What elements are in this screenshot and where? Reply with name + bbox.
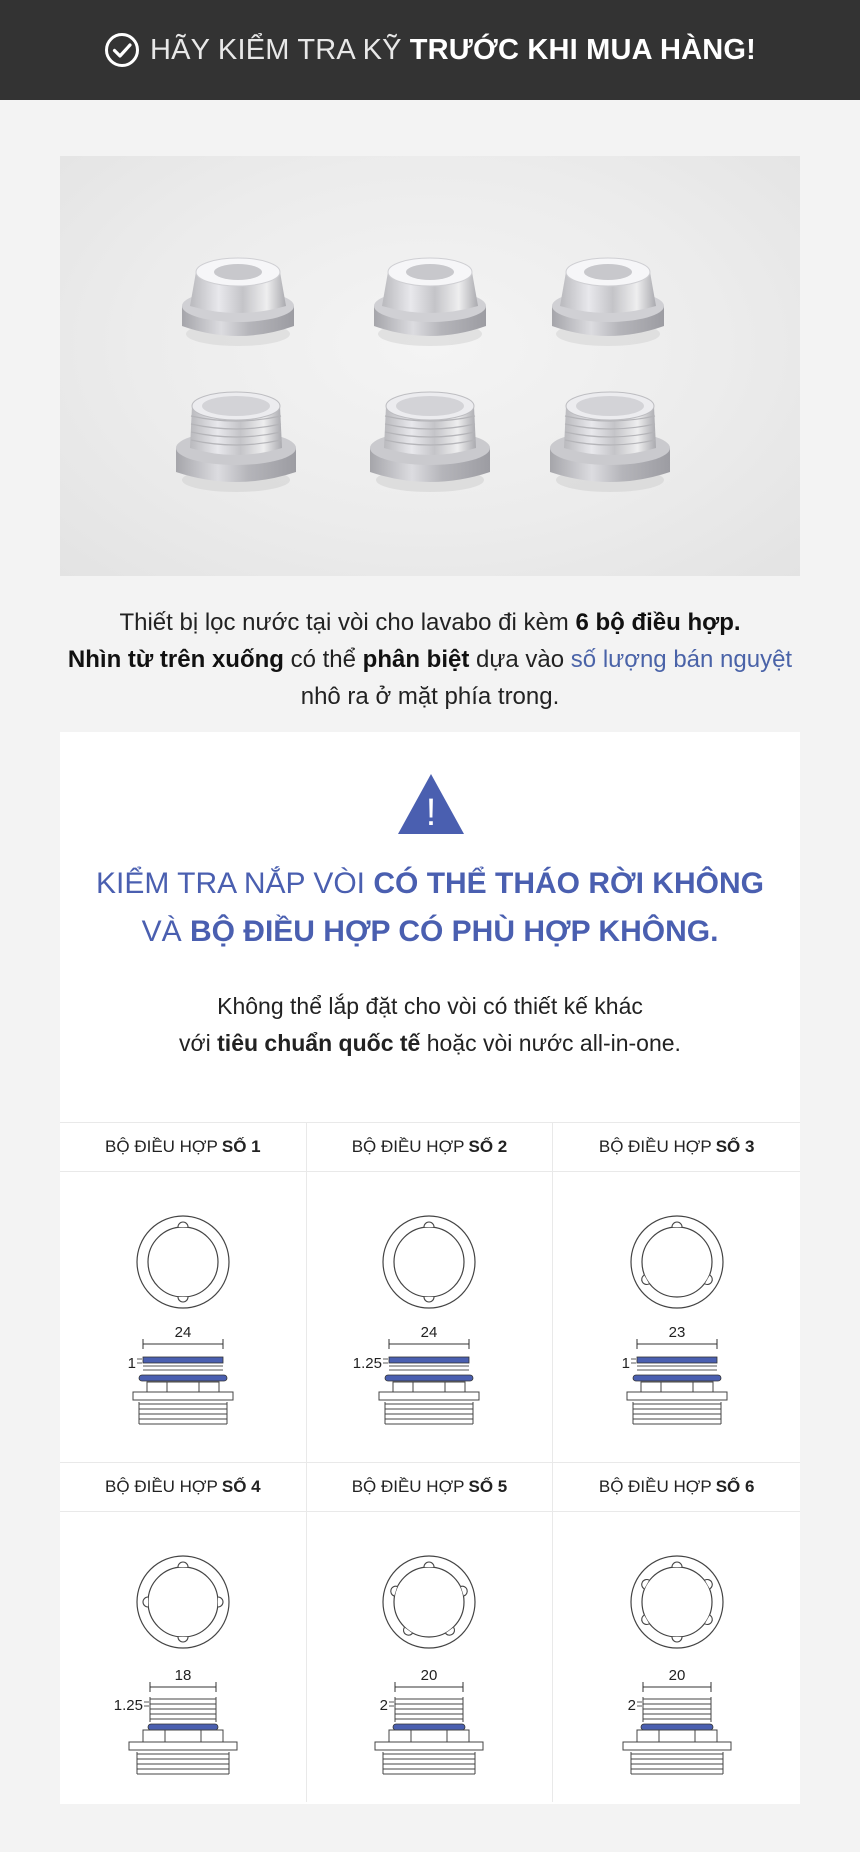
banner-bold-text: TRƯỚC KHI MUA HÀNG! [409,33,757,66]
check-circle-icon [104,32,140,68]
intro-line-2-text-b: có thể [283,646,363,673]
card-subtitle-line-1: Không thể lắp đặt cho vòi có thiết kế khác [217,993,643,1019]
card-title-2a: VÀ [141,915,190,948]
card-title [60,860,800,956]
intro-line-1 [0,604,860,641]
adapter-pitch-value: 1 [621,1355,630,1372]
adapter-label-number: SỐ 3 [715,1137,755,1156]
inner-bump [178,1222,188,1227]
adapter-label-number: SỐ 4 [221,1477,261,1496]
inner-bump [178,1297,188,1302]
card-sub-2c: hoặc vòi nước all-in-one. [420,1030,681,1056]
adapter-photo-piece [374,258,486,346]
adapter-label [307,1122,553,1172]
inner-bump [404,1627,413,1635]
adapter-top-view [383,1216,475,1308]
adapter-label [307,1462,553,1512]
adapter-diagram [319,1182,539,1462]
card-title-2b: BỘ ĐIỀU HỢP CÓ PHÙ HỢP KHÔNG. [189,915,719,948]
adapter-diagram [73,1182,293,1462]
adapter-pitch-value: 1 [127,1355,136,1372]
card-sub-2b: tiêu chuẩn quốc tế [217,1030,421,1056]
adapter-photo-piece [550,392,670,492]
card-title-1b: CÓ THỂ THÁO RỜI KHÔNG [373,867,764,900]
intro-line-2 [0,641,860,678]
adapter-cell-4 [60,1462,307,1802]
warning-triangle-icon [396,772,466,836]
inner-bump [178,1562,188,1567]
svg-text:!: ! [425,792,437,834]
adapter-photo-piece [552,258,664,346]
intro-line-2-text-d: dựa vào [469,646,571,673]
adapter-width-value: 20 [421,1667,438,1684]
adapter-photo-piece [370,392,490,492]
adapter-label [553,1462,800,1512]
adapter-side-view [114,1667,237,1774]
adapter-pitch-value: 2 [380,1697,389,1714]
adapter-label [60,1122,306,1172]
adapter-pitch-value: 2 [627,1697,636,1714]
inner-bump [672,1562,682,1567]
adapter-cell-1 [60,1122,307,1462]
adapter-width-value: 24 [421,1324,438,1341]
adapter-cell-6 [553,1462,800,1802]
adapter-pitch-value: 1.25 [113,1697,143,1714]
adapter-label [60,1462,306,1512]
inner-bump [672,1637,682,1642]
adapter-cell-5 [307,1462,554,1802]
compatibility-card [60,732,800,1804]
intro-line-1-bold: 6 bộ điều hợp. [575,609,741,636]
adapter-photo-piece [176,392,296,492]
adapter-side-view [621,1324,726,1424]
intro-line-3: nhô ra ở mặt phía trong. [300,683,560,710]
adapter-cell-2 [307,1122,554,1462]
intro-line-1-text: Thiết bị lọc nước tại vòi cho lavabo đi kèm [119,609,576,636]
adapter-label-number: SỐ 5 [468,1477,508,1496]
card-subtitle-line-2 [60,1025,800,1062]
adapter-cell-3 [553,1122,800,1462]
adapter-top-view [631,1556,723,1648]
adapter-diagram [319,1522,539,1802]
inner-bump [424,1562,434,1567]
inner-bump [672,1222,682,1227]
adapter-photo-piece [182,258,294,346]
adapter-label-text: BỘ ĐIỀU HỢP [351,1137,465,1156]
adapter-pitch-value: 1.25 [353,1355,383,1372]
adapter-top-view [137,1556,229,1648]
adapter-top-view [137,1216,229,1308]
adapter-diagram [567,1522,787,1802]
inner-bump [218,1597,223,1607]
adapter-width-value: 23 [668,1324,685,1341]
top-banner [0,0,860,100]
adapter-label-text: BỘ ĐIỀU HỢP [598,1137,712,1156]
inner-bump [424,1297,434,1302]
card-sub-2a: với [179,1030,218,1056]
adapter-diagram [73,1522,293,1802]
adapter-top-view [631,1216,723,1308]
adapter-label-text: BỘ ĐIỀU HỢP [105,1137,218,1156]
adapter-label [553,1122,800,1172]
intro-line-2-bold-a: Nhìn từ trên xuống [67,646,284,673]
inner-bump [178,1637,188,1642]
card-subtitle [60,988,800,1062]
adapter-label-number: SỐ 1 [221,1137,261,1156]
intro-text [0,604,860,715]
inner-bump [424,1222,434,1227]
adapter-side-view [127,1324,232,1424]
adapter-width-value: 24 [174,1324,192,1341]
adapter-width-value: 20 [668,1667,685,1684]
adapter-label-number: SỐ 2 [468,1137,508,1156]
intro-line-2-bold-c: phân biệt [362,646,470,673]
adapter-label-number: SỐ 6 [715,1477,755,1496]
adapter-side-view [353,1324,479,1424]
intro-line-2-highlight: số lượng bán nguyệt [570,646,793,673]
adapter-side-view [623,1667,731,1774]
card-title-1a: KIỂM TRA NẮP VÒI [96,867,374,900]
adapter-width-value: 18 [174,1667,192,1684]
inner-bump [446,1627,455,1635]
inner-bump [143,1597,148,1607]
adapter-top-view [383,1556,475,1648]
banner-light-text: HÃY KIỂM TRA KỸ [149,33,402,66]
card-title-line-1 [60,860,800,908]
adapter-side-view [375,1667,483,1774]
adapter-label-text: BỘ ĐIỀU HỢP [105,1477,218,1496]
card-title-line-2 [60,908,800,956]
product-photo [60,156,800,576]
adapter-diagram [567,1182,787,1462]
adapter-label-text: BỘ ĐIỀU HỢP [351,1477,465,1496]
adapter-label-text: BỘ ĐIỀU HỢP [598,1477,712,1496]
